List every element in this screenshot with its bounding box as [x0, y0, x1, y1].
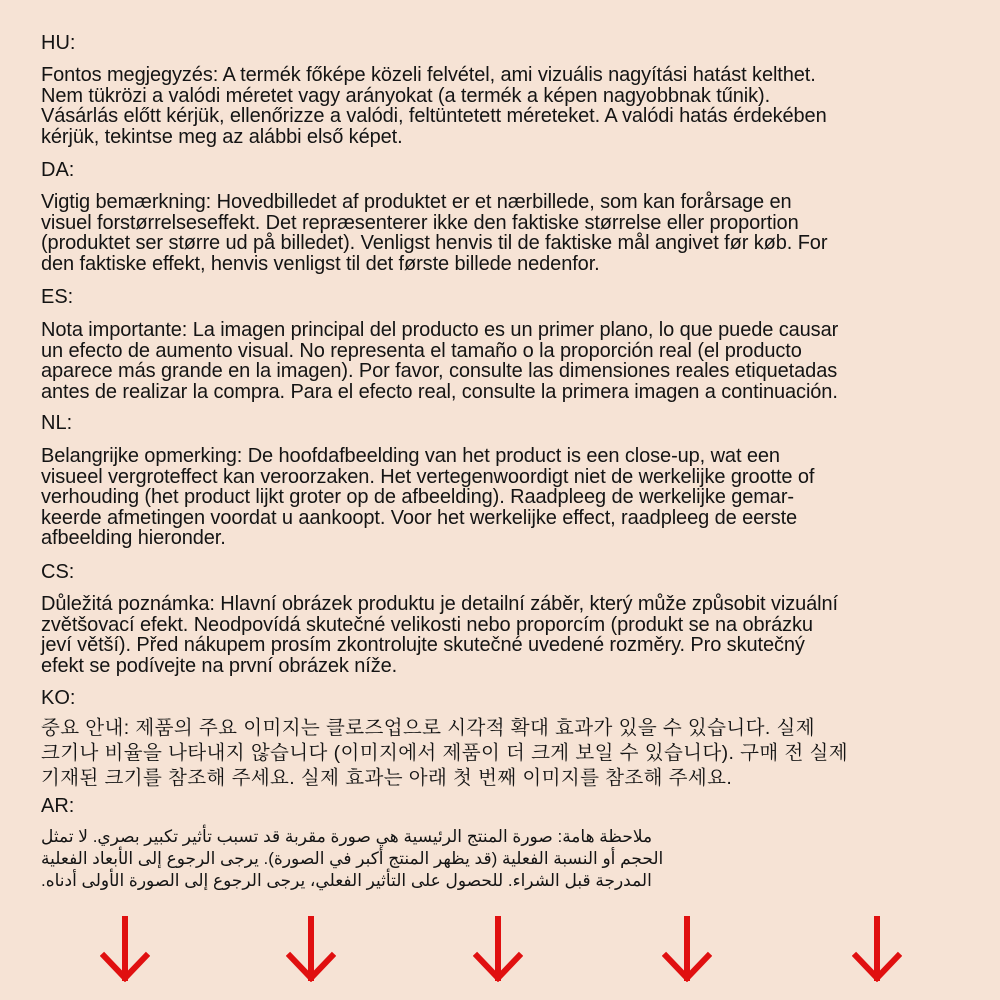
paragraph-line: ملاحظة هامة: صورة المنتج الرئيسية هي صورة مقربة قد تسبب تأثير تكبير بصري. لا تمثل [41, 827, 653, 846]
paragraph-line: 기재된 크기를 참조해 주세요. 실제 효과는 아래 첫 번째 이미지를 참조해 주세요. [41, 767, 733, 789]
notice-paragraph-es [41, 320, 961, 402]
lang-code-hu: HU: [41, 32, 76, 54]
arrow-down-icon [286, 916, 336, 982]
paragraph-line: 크기나 비율을 나타내지 않습니다 (이미지에서 제품이 더 크게 보일 수 있습니다). 구매 전 실제 [41, 742, 849, 764]
arrow-down-icon [473, 916, 523, 982]
paragraph-line: الحجم أو النسبة الفعلية (قد يظهر المنتج أكبر في الصورة). يرجى الرجوع إلى الأبعاد الفعلية [41, 849, 664, 868]
paragraph-line: Vásárlás előtt kérjük, ellenőrizze a valódi, feltüntetett méreteket. A valódi hatás érdekében [41, 105, 827, 127]
arrow-down-shape [666, 918, 708, 978]
arrow-down-icon [100, 916, 150, 982]
paragraph-line: un efecto de aumento visual. No representa el tamaño o la proporción real (el producto [41, 339, 802, 362]
paragraph-line: efekt se podívejte na první obrázek níže. [41, 654, 398, 677]
arrow-down-icon [662, 916, 712, 982]
arrow-down-shape [856, 918, 898, 978]
lang-code-da: DA: [41, 159, 75, 181]
paragraph-line: visueel vergroteffect kan veroorzaken. Het vertegenwoordigt niet de werkelijke grootte of [41, 465, 815, 488]
notice-paragraph-ar [41, 826, 961, 892]
paragraph-line: afbeelding hieronder. [41, 527, 226, 549]
lang-code-es: ES: [41, 286, 74, 308]
lang-code-nl: NL: [41, 412, 73, 434]
arrow-down-shape [290, 918, 332, 978]
paragraph-line: Belangrijke opmerking: De hoofdafbeelding van het product is een close-up, wat een [41, 445, 780, 467]
paragraph-line: keerde afmetingen voordat u aankoopt. Voor het werkelijke effect, raadpleeg de eerste [41, 506, 798, 529]
lang-code-ar: AR: [41, 795, 75, 817]
notice-paragraph-da [41, 192, 961, 274]
arrow-down-shape [477, 918, 519, 978]
paragraph-line: antes de realizar la compra. Para el efecto real, consulte la primera imagen a continuación. [41, 380, 838, 403]
paragraph-line: Nota importante: La imagen principal del producto es un primer plano, lo que puede causar [41, 319, 839, 341]
paragraph-line: kérjük, tekintse meg az alábbi első képet. [41, 125, 403, 148]
arrow-down-shape [104, 918, 146, 978]
lang-code-ko: KO: [41, 687, 76, 709]
down-arrows-row [0, 900, 1000, 1000]
paragraph-line: jeví větší). Před nákupem prosím zkontrolujte skutečné uvedené rozměry. Pro skutečný [41, 634, 805, 656]
notice-paragraph-nl [41, 446, 961, 549]
notice-paragraph-cs [41, 594, 961, 676]
paragraph-line: visuel forstørrelseseffekt. Det repræsenterer ikke den faktiske størrelse eller proportion [41, 211, 799, 234]
paragraph-line: Nem tükrözi a valódi méretet vagy arányokat (a termék a képen nagyobbnak tűnik). [41, 84, 771, 107]
paragraph-line: المدرجة قبل الشراء. للحصول على التأثير الفعلي، يرجى الرجوع إلى الصورة الأولى أدناه. [41, 871, 652, 890]
paragraph-line: Fontos megjegyzés: A termék főképe közeli felvétel, ami vizuális nagyítási hatást kelthet. [41, 64, 816, 86]
notice-paragraph-hu [41, 65, 961, 147]
notice-paragraph-ko [41, 716, 961, 791]
arrow-down-icon [852, 916, 902, 982]
paragraph-line: Důležitá poznámka: Hlavní obrázek produktu je detailní záběr, který může způsobit vizuální [41, 593, 838, 615]
paragraph-line: zvětšovací efekt. Neodpovídá skutečné velikosti nebo proporcím (produkt se na obrázku [41, 613, 813, 636]
paragraph-line: (produktet ser større ud på billedet). Venligst henvis til de faktiske mål angivet før køb. For [41, 232, 828, 254]
paragraph-line: den faktiske effekt, henvis venligst til det første billede nedenfor. [41, 252, 600, 275]
lang-code-cs: CS: [41, 561, 75, 583]
paragraph-line: aparece más grande en la imagen). Por favor, consulte las dimensiones reales etiquetadas [41, 360, 838, 382]
paragraph-line: 중요 안내: 제품의 주요 이미지는 클로즈업으로 시각적 확대 효과가 있을 수 있습니다. 실제 [41, 717, 815, 739]
paragraph-line: verhouding (het product lijkt groter op de afbeelding). Raadpleeg de werkelijke gemar- [41, 486, 794, 508]
paragraph-line: Vigtig bemærkning: Hovedbilledet af produktet er et nærbillede, som kan forårsage en [41, 191, 792, 213]
